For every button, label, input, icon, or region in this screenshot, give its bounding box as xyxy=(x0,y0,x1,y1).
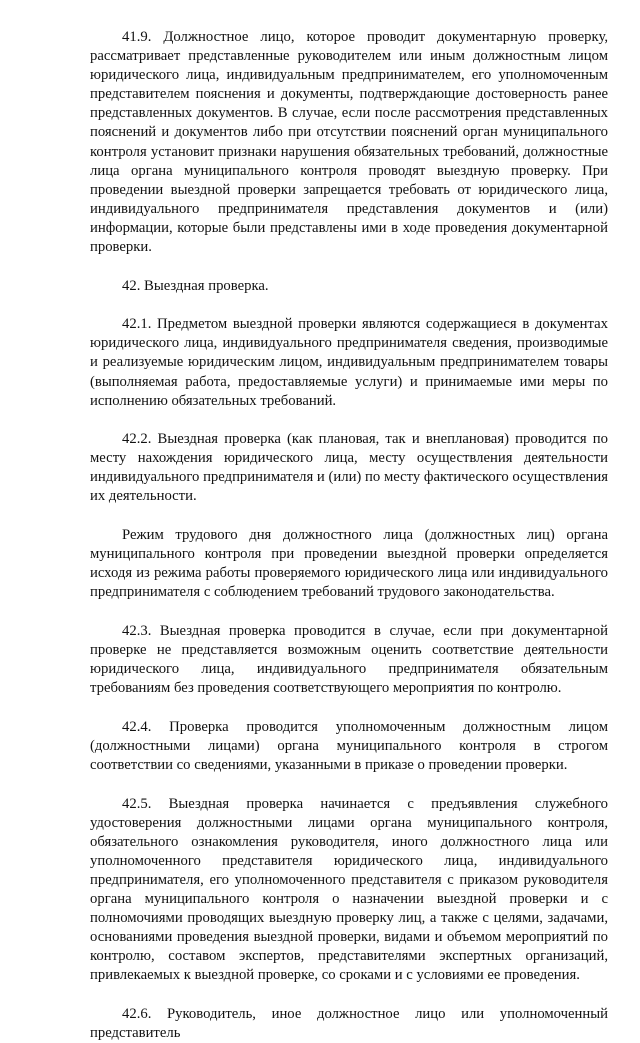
paragraph-42-4: 42.4. Проверка проводится уполномоченным должностным лицом (должностными лицами) органа муниципального контроля в строгом соответствии со сведениями, указанными в приказе о проведении проверки. xyxy=(90,718,608,773)
heading-42-field-inspection: 42. Выездная проверка. xyxy=(122,277,269,294)
document-page xyxy=(90,28,608,1043)
paragraph-42-5: 42.5. Выездная проверка начинается с предъявления служебного удостоверения должностными лицами органа муниципального контроля, обязательного ознакомления руководителя, иного должностного лица или уполномоченного представителя юридического лица, индивидуального предпринимателя, его уполномоченного представителя с приказом руководителя органа муниципального контроля о назначении выездной проверки и с полномочиями проводящих выездную проверку лиц, а также с целями, задачами, основаниями проведения выездной проверки, видами и объемом мероприятий по контролю, составом экспертов, представителями экспертных организаций, привлекаемых к выездной проверке, со сроками и с условиями ее проведения. xyxy=(90,795,608,984)
paragraph-42-1: 42.1. Предметом выездной проверки являются содержащиеся в документах юридического лица, индивидуального предпринимателя сведения, производимые и реализуемые юридическим лицом, индивидуальным предпринимателем товары (выполняемая работа, предоставляемые услуги) и принимаемые ими меры по исполнению обязательных требований. xyxy=(90,316,608,409)
paragraph-41-9: 41.9. Должностное лицо, которое проводит документарную проверку, рассматривает представленные руководителем или иным должностным лицом юридического лица, индивидуальным предпринимателем, его уполномоченным представителем пояснения и документы, подтверждающие достоверность ранее представленных документов. В случае, если после рассмотрения представленных пояснений и документов либо при отсутствии пояснений орган муниципального контроля установит признаки нарушения обязательных требований, должностные лица органа муниципального контроля проводят выездную проверку. При проведении выездной проверки запрещается требовать от юридического лица, индивидуального предпринимателя представления документов и (или) информации, которые были представлены ими в ходе проведения документарной проверки. xyxy=(90,29,608,256)
paragraph-42-2: 42.2. Выездная проверка (как плановая, так и внеплановая) проводится по месту нахождения юридического лица, месту осуществления деятельности индивидуального предпринимателя и (или) по месту фактического осуществления их деятельности. xyxy=(90,431,608,505)
paragraph-42-6: 42.6. Руководитель, иное должностное лицо или уполномоченный представитель xyxy=(90,1006,608,1042)
paragraph-working-hours: Режим трудового дня должностного лица (должностных лиц) органа муниципального контроля при проведении выездной проверки определяется исходя из режима работы проверяемого юридического лица или индивидуального предпринимателя с соблюдением требований трудового законодательства. xyxy=(90,527,608,601)
paragraph-42-3: 42.3. Выездная проверка проводится в случае, если при документарной проверке не представляется возможным оценить соответствие деятельности юридического лица, индивидуального предпринимателя обязательным требованиям без проведения соответствующего мероприятия по контролю. xyxy=(90,622,608,697)
